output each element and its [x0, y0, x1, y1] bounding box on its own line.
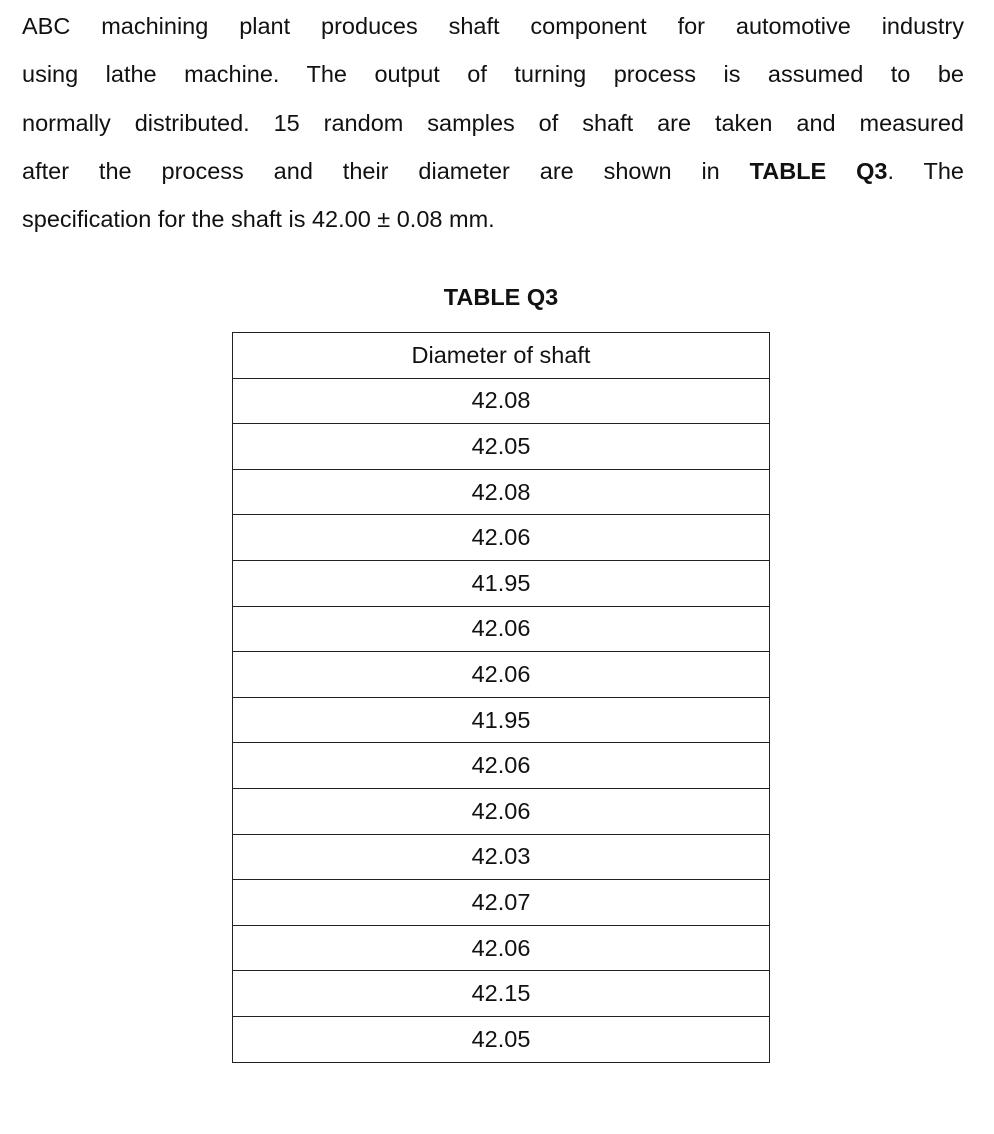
table-row [233, 652, 770, 698]
table-row [233, 378, 770, 424]
table-row [233, 606, 770, 652]
diameter-cell: 41.95 [233, 560, 770, 606]
table-row [233, 743, 770, 789]
paragraph-line-1: ABC machining plant produces shaft component for automotive industry [22, 13, 964, 39]
diameter-cell: 42.05 [233, 1016, 770, 1062]
table-row [233, 697, 770, 743]
diameter-cell: 42.08 [233, 378, 770, 424]
table-row [233, 925, 770, 971]
table-row [233, 788, 770, 834]
diameter-cell: 42.03 [233, 834, 770, 880]
diameter-table [232, 332, 770, 1063]
diameter-cell: 42.06 [233, 788, 770, 834]
paragraph-line-5: specification for the shaft is 42.00 ± 0.08 mm. [22, 206, 495, 233]
table-title: TABLE Q3 [443, 284, 559, 310]
table-row [233, 515, 770, 561]
paragraph-line-2: using lathe machine. The output of turning process is assumed to be [22, 61, 964, 88]
diameter-cell: 42.06 [233, 515, 770, 561]
table-reference: TABLE Q3 [749, 157, 888, 184]
column-header-diameter: Diameter of shaft [233, 333, 770, 379]
paragraph-line-4-text: after the process and their diameter are shown in [22, 157, 750, 184]
table-header-row [233, 333, 770, 379]
diameter-cell: 42.08 [233, 469, 770, 515]
table-row [233, 1016, 770, 1062]
diameter-cell: 42.06 [233, 606, 770, 652]
diameter-cell: 42.05 [233, 424, 770, 470]
paragraph-line-3: normally distributed. 15 random samples of shaft are taken and measured [22, 109, 964, 136]
table-row [233, 834, 770, 880]
diameter-cell: 42.15 [233, 971, 770, 1017]
table-row [233, 424, 770, 470]
table-row [233, 469, 770, 515]
diameter-cell: 41.95 [233, 697, 770, 743]
diameter-cell: 42.06 [233, 743, 770, 789]
table-row [233, 971, 770, 1017]
table-row [233, 560, 770, 606]
table-row [233, 880, 770, 926]
diameter-cell: 42.06 [233, 652, 770, 698]
problem-statement [22, 2, 964, 243]
paragraph-line-4 [22, 147, 964, 195]
paragraph-line-4-tail: . The [887, 157, 964, 184]
diameter-cell: 42.07 [233, 880, 770, 926]
diameter-cell: 42.06 [233, 925, 770, 971]
